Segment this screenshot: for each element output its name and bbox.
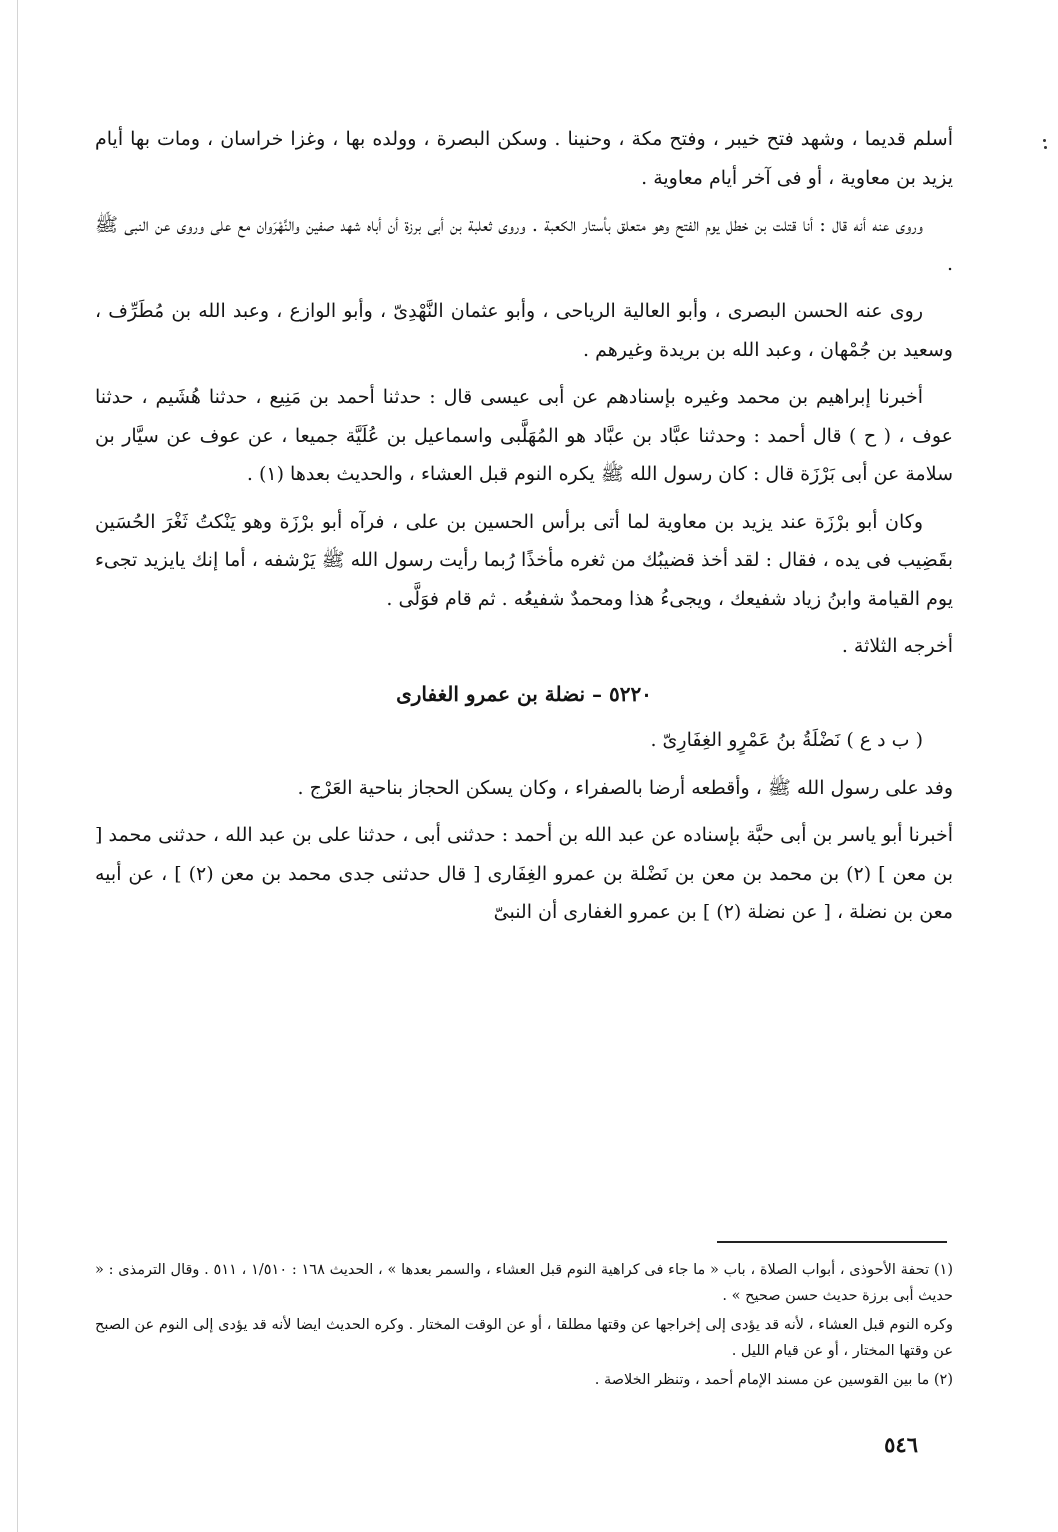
footnote-1: (١) تحفة الأحوذى ، أبواب الصلاة ، باب « ما جاء فى كراهية النوم قبل العشاء ، والسمر بعدها » ، الحديث ١٦٨ : ١/٥١٠ ، ٥١١ . وقال الترمذى : « حديث أبى برزة حديث حسن صحيح » . [95, 1262, 953, 1304]
page-number: ٥٤٦ [884, 1432, 918, 1457]
paragraph-story: وكان أبو برْزَة عند يزيد بن معاوية لما أتى برأس الحسين بن على ، فرآه أبو برْزَة وهو يَنْكتُ ثَغْرَ الحُسَين بقَضِيب فى يده ، فقال : لقد أخذ قضيبُك من ثغره مأخذًا رُبما رأيت رسول الله ﷺ يَرْشفه ، أما إنك يايزيد تجىء يوم القيامة وابنُ زياد شفيعك ، ويجىءُ هذا ومحمدٌ شفيعُه . ثم قام فوَلَّى . [95, 510, 953, 610]
paragraph-source: أخرجه الثلاثة . [841, 635, 953, 657]
paragraph-narration: وروى عنه أنه قال : أنا قتلت بن خطل يوم الفتح وهو متعلق بأستار الكعبة . وروى ثعلبة بن أبى برزة أن أباه شهد صفين والنَّهْرَوان مع على وروى عن النبى ﷺ . [95, 214, 953, 275]
footnotes [95, 1257, 953, 1396]
paragraph-narrators: روى عنه الحسن البصرى ، وأبو العالية الرياحى ، وأبو عثمان النَّهْدِىّ ، وأبو الوازع ، وعبد الله بن مُطَرِّف ، وسعيد بن جُمْهان ، وعبد الله بن بريدة وغيرهم . [95, 300, 953, 361]
paragraph-entry-name: ( ب د ع ) نَضْلَةُ بنُ عَمْرٍو الغِفَارِىّ . [650, 729, 923, 751]
footnote-divider [717, 1241, 947, 1243]
scan-speck [1043, 139, 1046, 142]
footnote-1-continued: وكره النوم قبل العشاء ، لأنه قد يؤدى إلى إخراجها عن وقتها مطلقا ، أو عن الوقت المختار . وكره الحديث ايضا لأنه قد يؤدى إلى النوم عن الصبح عن وقتها المختار ، أو عن قيام الليل . [95, 1317, 953, 1359]
paragraph-entry-bio: وفد على رسول الله ﷺ ، وأقطعه أرضا بالصفراء ، وكان يسكن الحجاز بناحية العَرْج . [297, 776, 953, 799]
paragraph-hadith-chain: أخبرنا إبراهيم بن محمد وغيره بإسنادهم عن أبى عيسى قال : حدثنا أحمد بن مَنِيع ، حدثنا هُشَيم ، حدثنا عوف ، ( ح ) قال أحمد : وحدثنا عبَّاد بن عبَّاد هو المُهَلَّبى واسماعيل بن عُلَيَّة جميعا ، عن عوف عن سيَّار بن سلامة عن أبى بَرْزَة قال : كان رسول الله ﷺ يكره النوم قبل العشاء ، والحديث بعدها (١) . [95, 386, 953, 485]
scan-speck [1044, 146, 1047, 149]
paragraph-biography: أسلم قديما ، وشهد فتح خيبر ، وفتح مكة ، وحنينا . وسكن البصرة ، وولده بها ، وغزا خراسان ، ومات بها أيام يزيد بن معاوية ، أو فى آخر أيام معاوية . [95, 128, 953, 189]
main-text [95, 120, 953, 941]
entry-title: ٥٢٢٠ – نضلة بن عمرو الغفارى [396, 681, 652, 706]
scan-binding-line [17, 0, 18, 1532]
paragraph-entry-chain: أخبرنا أبو ياسر بن أبى حبَّة بإسناده عن عبد الله بن أحمد : حدثنى أبى ، حدثنا على بن عبد الله ، حدثنى محمد [ بن معن ] (٢) بن محمد بن معن بن نَضْلة بن عمرو الغِفَارى [ قال حدثنى جدى محمد بن معن (٢) ] ، عن أبيه معن بن نضلة ، [ عن نضلة (٢) ] بن عمرو الغفارى أن النبىّ [95, 824, 953, 923]
footnote-2: (٢) ما بين القوسين عن مسند الإمام أحمد ، وتنظر الخلاصة . [594, 1372, 953, 1388]
